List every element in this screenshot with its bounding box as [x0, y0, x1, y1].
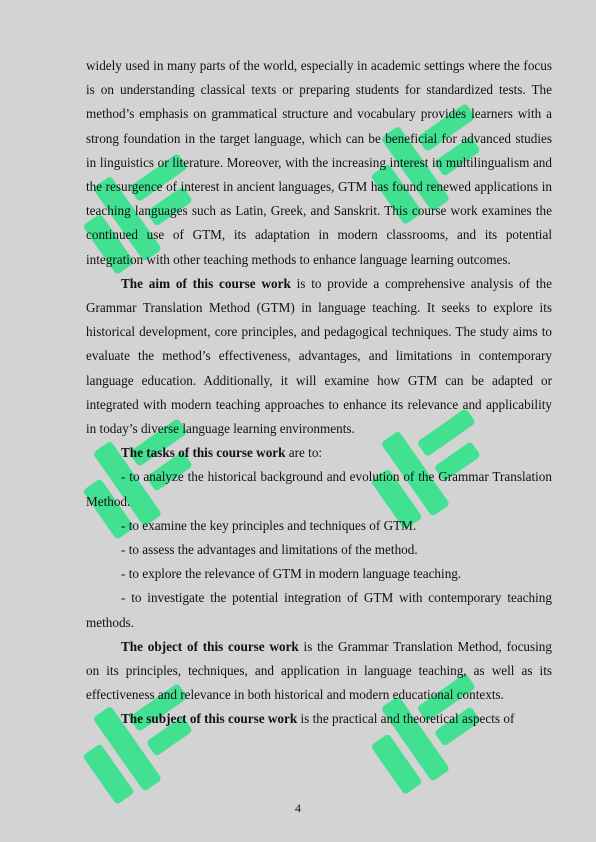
task-item: - to examine the key principles and techniques of GTM. [121, 517, 417, 533]
tasks-heading [86, 441, 552, 465]
object-lead: The object of this course work [121, 638, 299, 654]
task-item: - to analyze the historical background and evolution of the Grammar Translation Method. [86, 469, 552, 509]
subject-text: is the practical and theoretical aspects of [297, 711, 515, 727]
aim-lead: The aim of this course work [121, 275, 291, 291]
task-item: - to explore the relevance of GTM in modern language teaching. [121, 566, 462, 582]
body-text [86, 54, 552, 732]
subject-paragraph [86, 707, 552, 731]
tasks-lead: The tasks of this course work [121, 445, 286, 461]
task-item: - to investigate the potential integration of GTM with contemporary teaching methods. [86, 590, 552, 630]
aim-text: is to provide a comprehensive analysis of the Grammar Translation Method (GTM) in language teaching. It seeks to explore its historical development, core principles, and pedagogical techniques. The study aims to evaluate the method’s effectiveness, advantages, and limitations in contemporary language education. Additionally, it will examine how GTM can be adapted or integrated with modern teaching approaches to enhance its relevance and applicability in today’s diverse language learning environments. [86, 275, 552, 437]
intro-paragraph: widely used in many parts of the world, especially in academic settings where the focus is on understanding classical texts or preparing students for standardized tests. The method’s emphasis on grammatical structure and vocabulary provides learners with a strong foundation in the target language, which can be beneficial for advanced studies in linguistics or literature. Moreover, with the increasing interest in multilingualism and the resurgence of interest in ancient languages, GTM has found renewed applications in teaching languages such as Latin, Greek, and Sanskrit. This course work examines the continued use of GTM, its adaptation in modern classrooms, and its potential integration with other teaching methods to enhance language learning outcomes. [86, 58, 552, 267]
object-text: is the Grammar Translation Method, focusing on its principles, techniques, and application in language teaching, as well as its effectiveness and relevance in both historical and modern educational contexts. [86, 638, 552, 703]
task-item: - to assess the advantages and limitations of the method. [121, 542, 418, 558]
page-number: 4 [295, 801, 301, 815]
tasks-text: are to: [285, 445, 323, 461]
object-paragraph [86, 635, 552, 708]
aim-paragraph [86, 272, 552, 441]
subject-lead: The subject of this course work [121, 711, 298, 727]
